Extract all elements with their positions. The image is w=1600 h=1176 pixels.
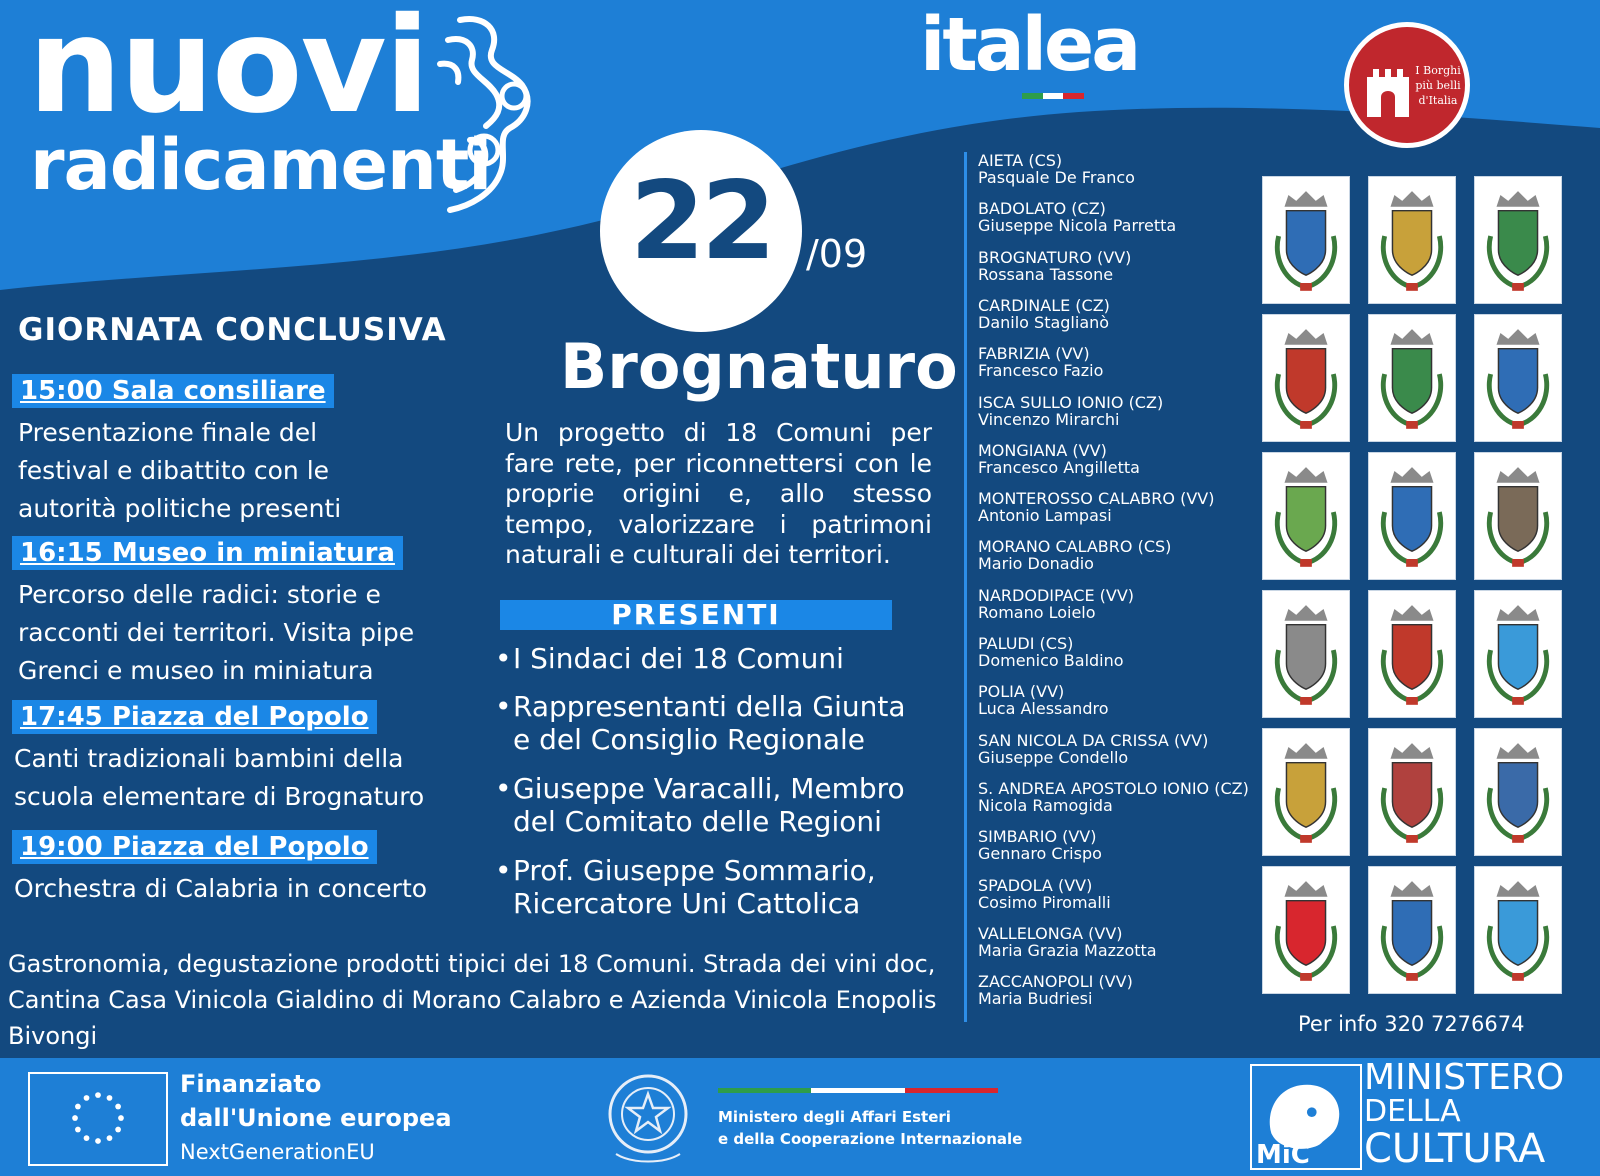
- municipality-name: POLIA (VV): [978, 682, 1065, 702]
- italian-republic-emblem-icon: [602, 1064, 694, 1168]
- italian-flag-stripe: [1022, 93, 1084, 99]
- gastronomy-line: Gastronomia, degustazione prodotti tipici dei 18 Comuni. Strada dei vini doc,: [8, 950, 936, 978]
- coat-of-arms-icon: [1368, 590, 1456, 718]
- mayor-name: Danilo Staglianò: [978, 312, 1110, 332]
- mayor-name: Giuseppe Nicola Parretta: [978, 216, 1177, 236]
- logo-title-nuovi: nuovi: [28, 0, 428, 143]
- coat-of-arms-icon: [1474, 728, 1562, 856]
- program-heading: GIORNATA CONCLUSIVA: [18, 312, 447, 348]
- mayor-name: Domenico Baldino: [978, 651, 1124, 670]
- municipality-item: [978, 828, 1258, 862]
- municipality-item: [978, 683, 1258, 717]
- municipality-name: VALLELONGA (VV): [978, 923, 1123, 943]
- municipality-name: SPADOLA (VV): [978, 875, 1093, 895]
- mayor-name: Mario Donadio: [978, 554, 1094, 574]
- attendee-line: Rappresentanti della Giunta: [513, 690, 906, 723]
- logo-title-radicamenti: radicamenti: [30, 124, 492, 206]
- date-month: /09: [806, 232, 868, 276]
- municipality-name: BROGNATURO (VV): [978, 247, 1132, 267]
- mayor-name: Antonio Lampasi: [978, 506, 1112, 526]
- coat-of-arms-icon: [1474, 176, 1562, 304]
- municipality-name: SIMBARIO (VV): [978, 827, 1097, 847]
- event-desc-3: [14, 740, 464, 816]
- mayor-name: Romano Loielo: [978, 602, 1096, 622]
- coat-of-arms-icon: [1368, 728, 1456, 856]
- mayor-name: Vincenzo Mirarchi: [978, 409, 1120, 429]
- municipality-item: [978, 635, 1258, 669]
- coat-of-arms-icon: [1262, 314, 1350, 442]
- coat-of-arms-icon: [1262, 176, 1350, 304]
- mic-label: MiC: [1256, 1140, 1310, 1170]
- event-desc-line: Presentazione finale del: [18, 418, 318, 447]
- coat-of-arms-icon: [1474, 314, 1562, 442]
- municipality-item: [978, 925, 1258, 959]
- municipality-name: AIETA (CS): [978, 151, 1063, 170]
- event-desc-4: [14, 870, 464, 908]
- coat-of-arms-icon: [1262, 866, 1350, 994]
- mayor-name: Cosimo Piromalli: [978, 892, 1111, 912]
- presenti-heading: PRESENTI: [500, 600, 892, 630]
- municipality-name: ISCA SULLO IONIO (CZ): [978, 392, 1164, 412]
- municipality-item: [978, 152, 1258, 186]
- municipality-item: [978, 249, 1258, 283]
- eu-funding-line: dall'Unione europea: [180, 1104, 452, 1132]
- italian-flag-stripe: [718, 1088, 998, 1093]
- event-desc-line: autorità politiche presenti: [18, 494, 342, 523]
- mayor-name: Rossana Tassone: [978, 264, 1114, 284]
- municipality-item: [978, 442, 1258, 476]
- municipality-item: [978, 394, 1258, 428]
- event-desc-line: festival e dibattito con le: [18, 456, 330, 485]
- date-day: 22: [629, 159, 773, 284]
- coat-of-arms-icon: [1262, 452, 1350, 580]
- municipality-name: MORANO CALABRO (CS): [978, 537, 1172, 557]
- eu-nextgen-line: NextGenerationEU: [180, 1140, 375, 1164]
- municipality-name: CARDINALE (CZ): [978, 295, 1110, 315]
- gastronomy-note: [8, 946, 948, 1054]
- castle-icon: [1363, 63, 1413, 117]
- ministry-culture-line: MINISTERO: [1364, 1057, 1565, 1098]
- municipality-item: [978, 732, 1258, 766]
- calabria-map-icon: [430, 10, 550, 220]
- maeci-line: e della Cooperazione Internazionale: [718, 1130, 1023, 1148]
- borghi-text: I Borghi più belli d'Italia: [1415, 64, 1461, 107]
- maeci-line: Ministero degli Affari Esteri: [718, 1108, 951, 1126]
- project-description-last-line: naturali e culturali dei territori.: [505, 540, 891, 569]
- event-desc-line: Percorso delle radici: storie e: [18, 580, 381, 609]
- municipality-item: [978, 200, 1258, 234]
- list-divider: [964, 152, 967, 1022]
- event-time-3: 17:45 Piazza del Popolo: [12, 700, 377, 734]
- municipality-item: [978, 490, 1258, 524]
- mayor-name: Pasquale De Franco: [978, 168, 1135, 187]
- attendee-line: Giuseppe Varacalli, Membro: [513, 772, 905, 805]
- bullet-icon: •: [495, 854, 512, 887]
- coat-of-arms-icon: [1368, 176, 1456, 304]
- bullet-icon: •: [495, 642, 512, 675]
- coat-of-arms-icon: [1368, 452, 1456, 580]
- event-time-4: 19:00 Piazza del Popolo: [12, 830, 377, 864]
- event-time-1: 15:00 Sala consiliare: [12, 374, 334, 408]
- municipality-item: [978, 297, 1258, 331]
- attendee-line: del Comitato delle Regioni: [513, 805, 882, 838]
- municipality-name: MONTEROSSO CALABRO (VV): [978, 489, 1215, 509]
- mayor-name: Gennaro Crispo: [978, 844, 1102, 864]
- mayor-name: Nicola Ramogida: [978, 795, 1113, 815]
- municipality-item: [978, 877, 1258, 911]
- municipality-name: FABRIZIA (VV): [978, 344, 1090, 364]
- eu-funding-line: Finanziato: [180, 1070, 322, 1098]
- mayor-name: Maria Budriesi: [978, 989, 1093, 1009]
- town-title: Brognaturo: [560, 330, 958, 403]
- coat-of-arms-icon: [1368, 866, 1456, 994]
- event-desc-line: Grenci e museo in miniatura: [18, 656, 374, 685]
- event-time-2: 16:15 Museo in miniatura: [12, 536, 403, 570]
- municipality-name: S. ANDREA APOSTOLO IONIO (CZ): [978, 778, 1249, 798]
- eu-flag-icon: [28, 1072, 168, 1166]
- coat-of-arms-icon: [1474, 866, 1562, 994]
- event-desc-1: [18, 414, 468, 528]
- attendee-line: Ricercatore Uni Cattolica: [513, 887, 861, 920]
- municipality-item: [978, 538, 1258, 572]
- mayor-name: Luca Alessandro: [978, 699, 1109, 719]
- attendee-item: [495, 690, 935, 756]
- mayor-name: Francesco Fazio: [978, 361, 1104, 381]
- event-desc-line: Canti tradizionali bambini della: [14, 744, 404, 773]
- project-description: Un progetto di 18 Comuni per fare rete, per riconnettersi con le proprie origini e, allo stesso tempo, valorizzare i patrimoni: [505, 418, 932, 539]
- attendee-item: [495, 772, 935, 838]
- event-desc-line: racconti dei territori. Visita pipe: [18, 618, 415, 647]
- bullet-icon: •: [495, 690, 512, 723]
- ministry-culture-line: DELLA: [1364, 1094, 1461, 1129]
- event-desc-line: scuola elementare di Brognaturo: [14, 782, 425, 811]
- borghi-badge: [1344, 22, 1470, 148]
- bullet-icon: •: [495, 772, 512, 805]
- attendee-line: e del Consiglio Regionale: [513, 723, 865, 756]
- attendee-line: Prof. Giuseppe Sommario,: [513, 854, 876, 887]
- coat-of-arms-icon: [1262, 728, 1350, 856]
- municipality-name: SAN NICOLA DA CRISSA (VV): [978, 730, 1209, 750]
- mayor-name: Maria Grazia Mazzotta: [978, 940, 1157, 960]
- info-phone: Per info 320 7276674: [1298, 1012, 1525, 1036]
- event-desc-2: [18, 576, 468, 690]
- municipality-name: PALUDI (CS): [978, 634, 1074, 653]
- attendee-line: I Sindaci dei 18 Comuni: [513, 642, 844, 675]
- municipality-name: MONGIANA (VV): [978, 440, 1107, 460]
- municipality-name: ZACCANOPOLI (VV): [978, 972, 1133, 992]
- event-desc-line: Orchestra di Calabria in concerto: [14, 874, 428, 903]
- gastronomy-line: Cantina Casa Vinicola Gialdino di Morano Calabro e Azienda Vinicola Enopolis Bivongi: [8, 986, 937, 1050]
- mayor-name: Francesco Angilletta: [978, 457, 1140, 477]
- coat-of-arms-icon: [1368, 314, 1456, 442]
- municipality-item: [978, 587, 1258, 621]
- coat-of-arms-icon: [1474, 590, 1562, 718]
- municipality-item: [978, 780, 1258, 814]
- italea-logo: italea: [920, 2, 1139, 88]
- municipality-name: NARDODIPACE (VV): [978, 585, 1135, 605]
- ministry-culture-line: CULTURA: [1364, 1126, 1546, 1172]
- mayor-name: Giuseppe Condello: [978, 747, 1129, 767]
- coat-of-arms-icon: [1474, 452, 1562, 580]
- coat-of-arms-icon: [1262, 590, 1350, 718]
- municipality-item: [978, 973, 1258, 1007]
- municipality-name: BADOLATO (CZ): [978, 199, 1106, 219]
- municipality-item: [978, 345, 1258, 379]
- attendee-item: [495, 854, 935, 920]
- attendee-item: [495, 642, 935, 675]
